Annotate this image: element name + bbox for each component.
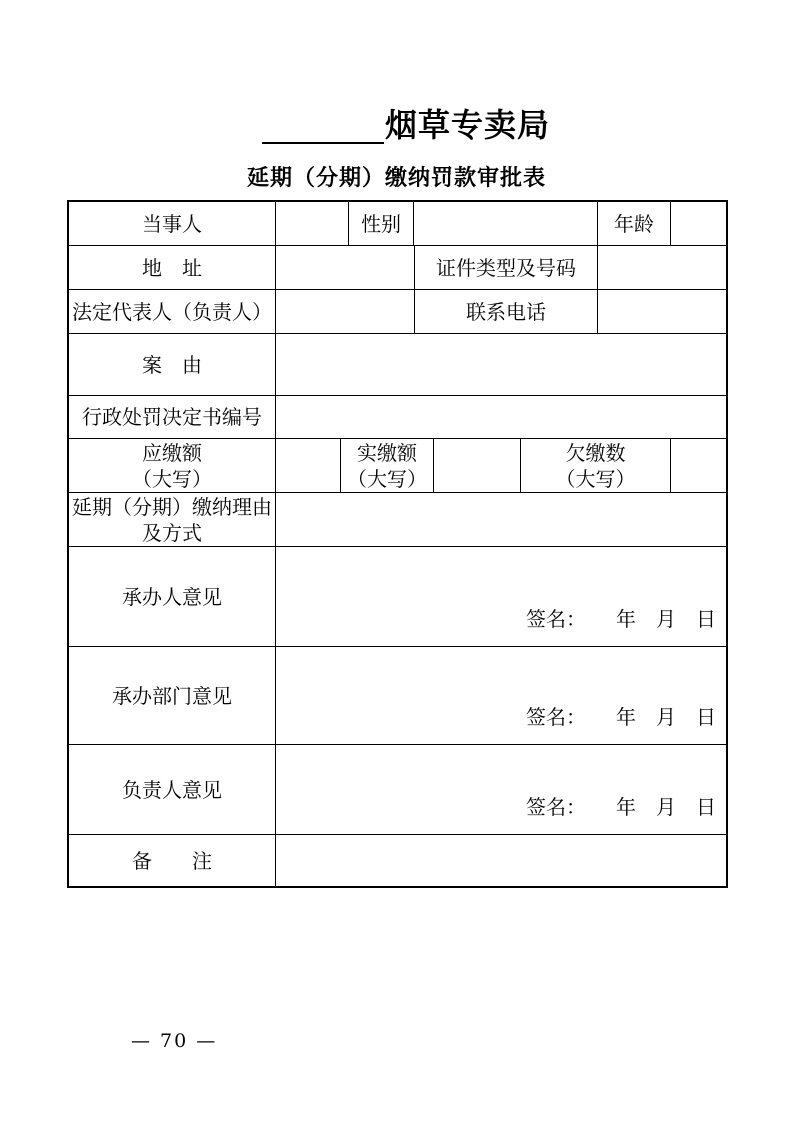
phone-label: 联系电话 [414,290,597,333]
department-opinion-cell [275,647,726,744]
phone-value-cell [597,290,726,333]
decision-no-label: 行政处罚决定书编号 [82,405,262,429]
amount-owed-label-line2: （大写） [555,466,636,491]
responsible-opinion-label: 负责人意见 [122,777,222,802]
document-title [262,106,550,144]
remarks-value-cell [275,835,726,886]
address-label: 地 址 [142,255,202,280]
title-blank-underline [262,111,384,144]
amount-due-label-line1: 应缴额 [142,440,202,465]
handler-opinion-cell [275,547,726,646]
row-amounts [69,439,726,493]
legal-rep-value-cell [275,290,414,333]
row-department-opinion [69,647,726,745]
age-label: 年龄 [597,202,670,245]
gender-label: 性别 [348,202,413,245]
row-address [69,246,726,290]
gender-value-cell [413,202,597,245]
address-value-cell [275,246,414,289]
responsible-signature-line: 签名： 年 月 日 [526,795,716,819]
handler-opinion-label: 承办人意见 [122,584,222,609]
row-deferral-reason [69,493,726,547]
certificate-label: 证件类型及号码 [414,246,597,289]
deferral-reason-value-cell [275,493,726,546]
row-legal-rep [69,290,726,334]
amount-owed-label-line1: 欠缴数 [565,440,626,465]
amount-paid-label [340,439,433,492]
handler-signature-line: 签名： 年 月 日 [526,607,716,631]
remarks-label: 备 注 [132,848,212,873]
cause-label: 案 由 [142,352,202,377]
cause-value-cell [275,334,726,395]
amount-due-value-cell [275,439,340,492]
title-text: 烟草专卖局 [385,106,551,144]
form-subtitle: 延期（分期）缴纳罚款审批表 [246,166,546,191]
age-value-cell [670,202,726,245]
row-remarks [69,835,726,886]
decision-no-value-cell [275,396,726,438]
amount-paid-label-line1: 实缴额 [357,440,417,465]
department-signature-line: 签名： 年 月 日 [526,705,716,729]
row-responsible-opinion [69,745,726,835]
deferral-reason-label [69,493,275,546]
party-label: 当事人 [142,211,202,236]
row-handler-opinion [69,547,726,647]
row-decision-no [69,396,726,439]
party-value-cell [275,202,348,245]
page-number: — 70 — [131,1030,218,1052]
amount-paid-label-line2: （大写） [347,466,427,491]
amount-paid-value-cell [433,439,520,492]
certificate-value-cell [597,246,726,289]
approval-form-table [67,200,728,888]
row-party [69,202,726,246]
deferral-reason-label-line1: 延期（分期）缴纳理由 [72,494,272,519]
row-cause [69,334,726,396]
legal-rep-label: 法定代表人（负责人） [72,299,272,324]
amount-due-label-line2: （大写） [132,466,212,491]
amount-owed-value-cell [670,439,726,492]
deferral-reason-label-line2: 及方式 [142,520,202,545]
responsible-opinion-cell [275,745,726,834]
amount-due-label [69,439,275,492]
department-opinion-label: 承办部门意见 [112,683,232,708]
amount-owed-label [520,439,670,492]
